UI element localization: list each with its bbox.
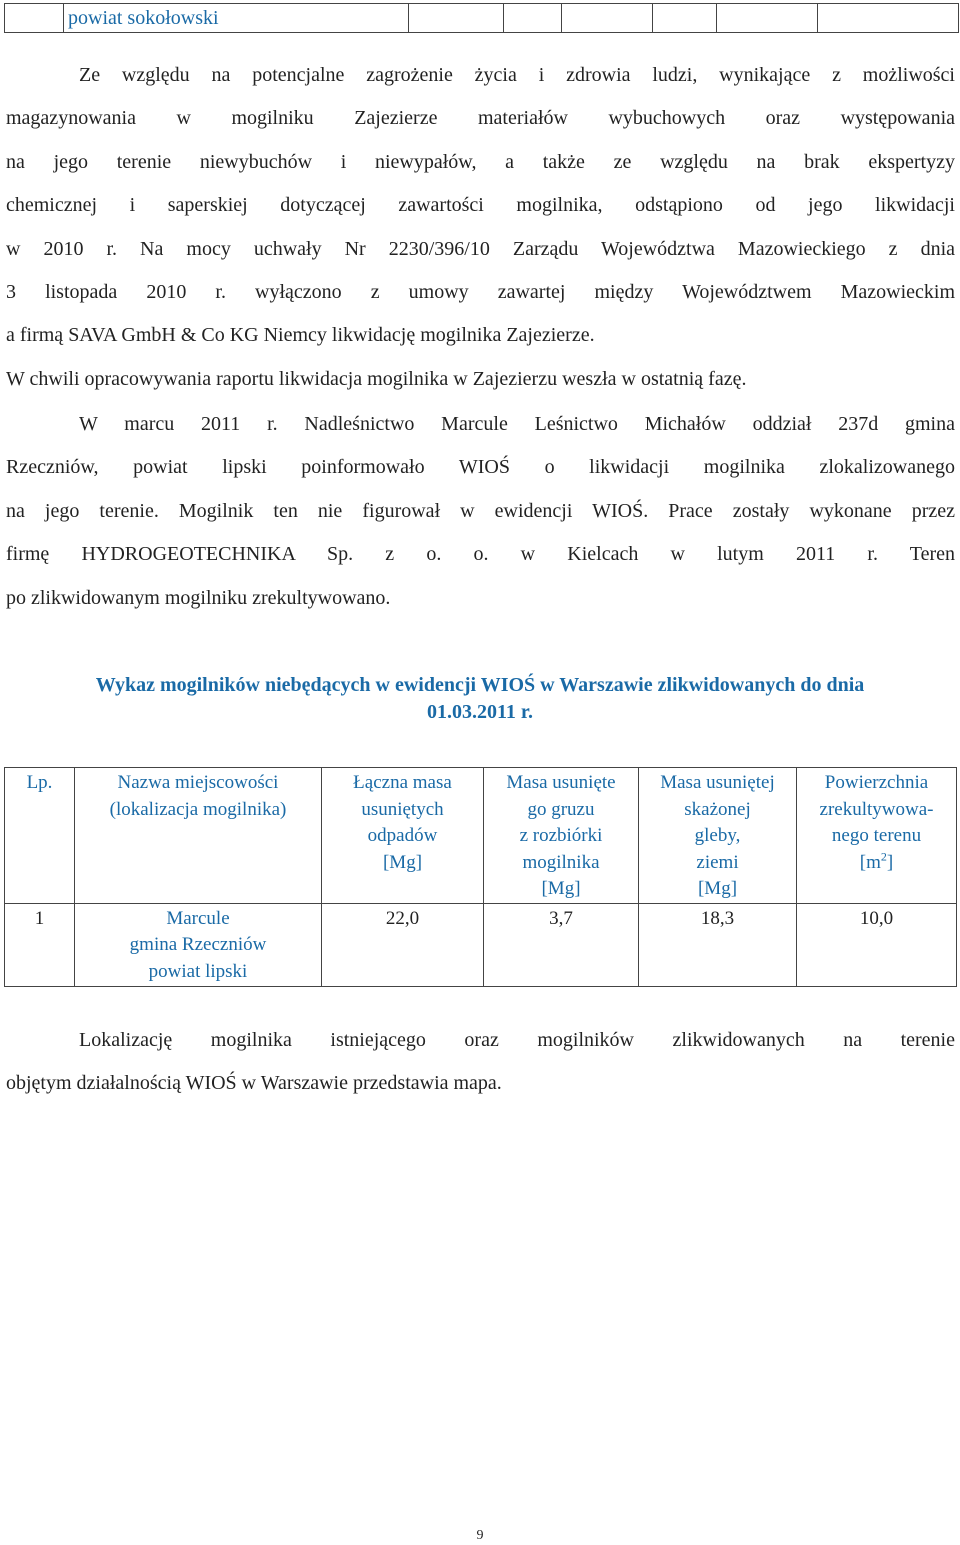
paragraph-marcule xyxy=(6,403,955,620)
col-header-total-mass: Łączna masa usuniętych odpadów [Mg] xyxy=(322,768,484,904)
heading-line: Wykaz mogilników niebędących w ewidencji WIOŚ w Warszawie zlikwidowanych do dnia xyxy=(95,674,865,696)
section-heading xyxy=(0,672,960,726)
heading-line: 01.03.2011 r. xyxy=(427,701,533,723)
text-line: a firmą SAVA GmbH & Co KG Niemcy likwidację mogilnika Zajezierze. xyxy=(6,324,595,347)
header-county-label: powiat sokołowski xyxy=(64,4,409,33)
cell-total-mass: 22,0 xyxy=(322,903,484,986)
text-line: magazynowania w mogilniku Zajezierze materiałów wybuchowych oraz występowania xyxy=(6,107,955,130)
text-line: Rzeczniów, powiat lipski poinformowało WIOŚ o likwidacji mogilnika zlokalizowanego xyxy=(6,456,955,479)
text-line: objętym działalnością WIOŚ w Warszawie przedstawia mapa. xyxy=(6,1072,502,1095)
header-cell-empty xyxy=(562,4,653,33)
col-header-area: Powierzchnia zrekultywowa- nego terenu $[m^2]$ xyxy=(797,768,957,904)
cell-lp: 1 xyxy=(5,903,75,986)
text-line: na jego terenie. Mogilnik ten nie figurował w ewidencji WIOŚ. Prace zostały wykonane przez xyxy=(6,499,955,522)
header-cell-empty xyxy=(409,4,504,33)
cell-soil-mass: 18,3 xyxy=(639,903,797,986)
cell-rubble-mass: 3,7 xyxy=(484,903,639,986)
header-cell-empty xyxy=(818,4,959,33)
col-header-rubble-mass: Masa usunięte go gruzu z rozbiórki mogilnika [Mg] xyxy=(484,768,639,904)
col-header-lp: Lp. xyxy=(5,768,75,904)
col-header-name: Nazwa miejscowości (lokalizacja mogilnika) xyxy=(75,768,322,904)
text-line: na jego terenie niewybuchów i niewypałów, a także ze względu na brak ekspertyzy xyxy=(6,150,955,173)
header-cell-empty xyxy=(5,4,64,33)
landfill-table xyxy=(4,767,957,987)
page-number: 9 xyxy=(476,1528,484,1543)
table-row xyxy=(5,903,957,986)
header-table xyxy=(4,3,959,33)
text-line: po zlikwidowanym mogilniku zrekultywowano. xyxy=(6,586,391,609)
cell-area: 10,0 xyxy=(797,903,957,986)
col-header-soil-mass: Masa usuniętej skażonej gleby, ziemi [Mg] xyxy=(639,768,797,904)
header-cell-empty xyxy=(504,4,562,33)
text-line: w 2010 r. Na mocy uchwały Nr 2230/396/10 Zarządu Województwa Mazowieckiego z dnia xyxy=(6,237,955,260)
paragraph-map xyxy=(6,1019,955,1106)
text-line: W marcu 2011 r. Nadleśnictwo Marcule Leśnictwo Michałów oddział 237d gmina xyxy=(79,413,955,435)
header-cell-empty xyxy=(717,4,818,33)
text-line: firmę HYDROGEOTECHNIKA Sp. z o. o. w Kielcach w lutym 2011 r. Teren xyxy=(6,543,955,566)
cell-location: Marcule gmina Rzeczniów powiat lipski xyxy=(75,903,322,986)
text-line: Lokalizację mogilnika istniejącego oraz mogilników zlikwidowanych na terenie xyxy=(79,1029,955,1051)
paragraph-zajezierze xyxy=(6,54,955,401)
text-line: 3 listopada 2010 r. wyłączono z umowy zawartej między Województwem Mazowieckim xyxy=(6,280,955,303)
text-line: chemicznej i saperskiej dotyczącej zawartości mogilnika, odstąpiono od jego likwidacji xyxy=(6,194,955,217)
header-cell-empty xyxy=(653,4,717,33)
table-header-row xyxy=(5,768,957,904)
text-line: W chwili opracowywania raportu likwidacja mogilnika w Zajezierzu weszła w ostatnią fazę. xyxy=(6,367,747,390)
text-line: Ze względu na potencjalne zagrożenie życia i zdrowia ludzi, wynikające z możliwości xyxy=(79,64,955,86)
